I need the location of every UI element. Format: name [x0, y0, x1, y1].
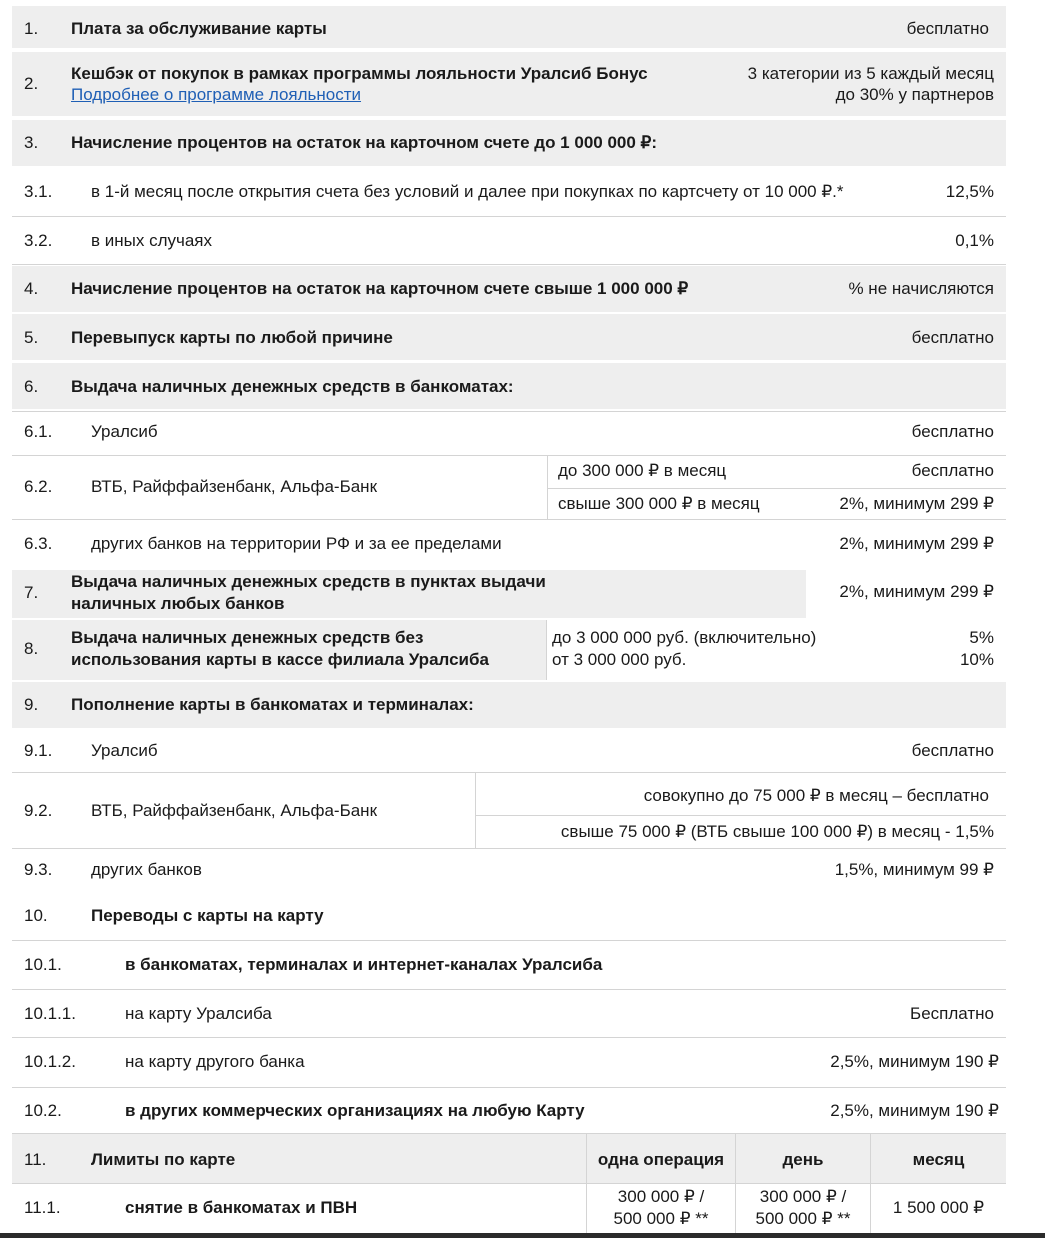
column-header: месяц	[912, 1150, 965, 1169]
row-number: 10.2.	[24, 1101, 62, 1120]
row-number: 3.2.	[24, 231, 53, 250]
row-sub-condition: до 300 000 ₽ в месяц	[558, 461, 727, 480]
row-value: свыше 75 000 ₽ (ВТБ свыше 100 000 ₽) в месяц - 1,5%	[560, 822, 994, 841]
row-number: 6.1.	[24, 422, 53, 441]
row-number: 2.	[24, 74, 39, 93]
row-value: 2,5%, минимум 190 ₽	[830, 1052, 999, 1071]
row-label: Выдача наличных денежных средств в банкоматах:	[71, 377, 514, 396]
row-value: 1,5%, минимум 99 ₽	[834, 860, 994, 879]
row-number: 8.	[24, 639, 39, 658]
row-number: 9.3.	[24, 860, 53, 879]
row-value: до 30% у партнеров	[835, 85, 994, 104]
row-number: 6.3.	[24, 534, 53, 553]
limit-value: 300 000 ₽ /	[759, 1187, 847, 1206]
row-label: Переводы с карты на карту	[91, 906, 324, 925]
row-value: 5%	[969, 628, 994, 647]
row-label: на карту другого банка	[125, 1052, 305, 1071]
loyalty-program-link[interactable]: Подробнее о программе лояльности	[71, 85, 362, 104]
row-number: 3.1.	[24, 182, 53, 201]
row-number: 10.1.1.	[24, 1004, 76, 1023]
row-value: 10%	[959, 650, 994, 669]
row-value: 2,5%, минимум 190 ₽	[830, 1101, 999, 1120]
limit-value: 500 000 ₽ **	[755, 1209, 851, 1228]
row-label: Пополнение карты в банкоматах и терминалах:	[71, 695, 474, 714]
row-label: Уралсиб	[91, 422, 158, 441]
row-value: 2%, минимум 299 ₽	[839, 582, 994, 601]
limit-value: 300 000 ₽ /	[617, 1187, 705, 1206]
row-label: Уралсиб	[91, 741, 158, 760]
row-label: использования карты в кассе филиала Уралсиба	[71, 650, 489, 669]
row-value: 2%, минимум 299 ₽	[839, 494, 994, 513]
row-number: 9.1.	[24, 741, 53, 760]
row-label: снятие в банкоматах и ПВН	[125, 1198, 358, 1217]
row-label: Выдача наличных денежных средств в пунктах выдачи	[71, 572, 546, 591]
row-label: других банков	[91, 860, 202, 879]
bottom-edge	[0, 1233, 1045, 1238]
row-value: бесплатно	[911, 741, 994, 760]
row-label: Начисление процентов на остаток на карточном счете до 1 000 000 ₽:	[71, 133, 658, 152]
row-label: Плата за обслуживание карты	[71, 19, 327, 38]
row-value: бесплатно	[911, 422, 994, 441]
row-label: в иных случаях	[91, 231, 213, 250]
row-number: 9.	[24, 695, 39, 714]
row-number: 10.1.2.	[24, 1052, 76, 1071]
row-label: на карту Уралсиба	[125, 1004, 272, 1023]
row-number: 9.2.	[24, 801, 53, 820]
row-number: 6.	[24, 377, 39, 396]
row-value: бесплатно	[911, 461, 994, 480]
row-label: в других коммерческих организациях на любую Карту	[125, 1101, 585, 1120]
row-number: 11.	[24, 1150, 47, 1169]
row-label: Кешбэк от покупок в рамках программы лояльности Уралсиб Бонус	[71, 64, 648, 83]
row-sub-condition: до 3 000 000 руб. (включительно)	[552, 628, 817, 647]
row-label: Выдача наличных денежных средств без	[71, 628, 424, 647]
row-label: ВТБ, Райффайзенбанк, Альфа-Банк	[91, 801, 378, 820]
row-number: 5.	[24, 328, 39, 347]
row-label: Лимиты по карте	[91, 1150, 236, 1169]
row-label: Начисление процентов на остаток на карточном счете свыше 1 000 000 ₽	[71, 279, 689, 298]
row-label: в банкоматах, терминалах и интернет-каналах Уралсиба	[125, 955, 603, 974]
row-value: 3 категории из 5 каждый месяц	[747, 64, 994, 83]
row-number: 1.	[24, 19, 39, 38]
row-label: ВТБ, Райффайзенбанк, Альфа-Банк	[91, 477, 378, 496]
limit-value: 500 000 ₽ **	[613, 1209, 709, 1228]
row-number: 11.1.	[24, 1198, 61, 1217]
row-sub-condition: от 3 000 000 руб.	[552, 650, 687, 669]
column-header: одна операция	[597, 1150, 725, 1169]
row-value: бесплатно	[911, 328, 994, 347]
row-value: 0,1%	[955, 231, 994, 250]
row-number: 7.	[24, 583, 39, 602]
row-number: 3.	[24, 133, 39, 152]
row-label: других банков на территории РФ и за ее пределами	[91, 534, 502, 553]
row-value: бесплатно	[906, 19, 989, 38]
row-number: 4.	[24, 279, 39, 298]
row-number: 6.2.	[24, 477, 53, 496]
limit-value: 1 500 000 ₽	[892, 1198, 985, 1217]
row-value: % не начисляются	[848, 279, 994, 298]
row-sub-condition: свыше 300 000 ₽ в месяц	[558, 494, 760, 513]
column-header: день	[782, 1150, 824, 1169]
row-value: Бесплатно	[910, 1004, 994, 1023]
row-label: в 1-й месяц после открытия счета без условий и далее при покупках по картсчету от 10 000 ₽.*	[91, 182, 844, 201]
row-number: 10.	[24, 906, 48, 925]
row-value: совокупно до 75 000 ₽ в месяц – бесплатно	[643, 786, 989, 805]
row-number: 10.1.	[24, 955, 62, 974]
row-value: 2%, минимум 299 ₽	[839, 534, 994, 553]
row-value: 12,5%	[945, 182, 994, 201]
row-label: наличных любых банков	[71, 594, 285, 613]
row-label: Перевыпуск карты по любой причине	[71, 328, 393, 347]
